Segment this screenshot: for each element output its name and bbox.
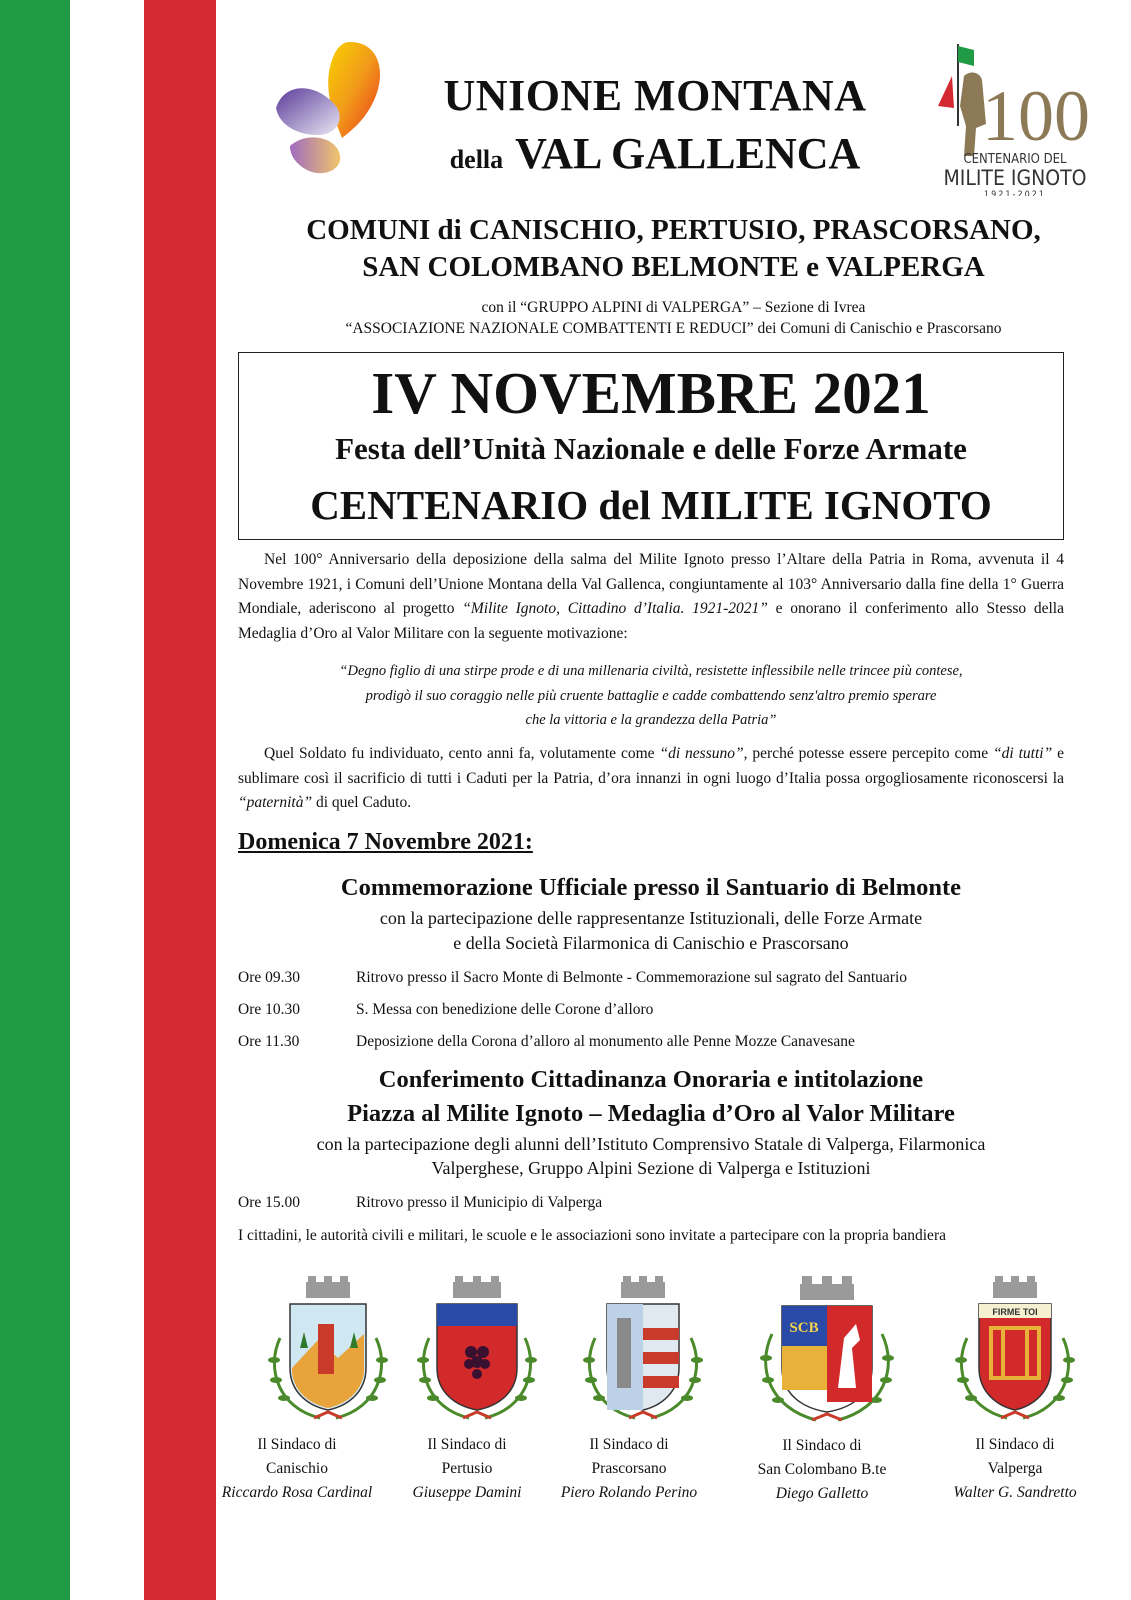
soldier-flag-icon (938, 44, 986, 156)
signature-san-colombano (737, 1434, 907, 1506)
intro-text-a: Nel 100° Anniversario della deposizione della salma del Milite Ignoto presso l’Altare della Patria in Roma, avvenuta il 4 Novembre 1921, i Comuni dell’Unione Montana della Val Gallenca, congiuntamente al 103° Anniversario dalla fine della 1° Guerra Mondiale, aderiscono al progetto (238, 551, 1064, 617)
schedule-time: Ore 10.30 (238, 1001, 300, 1018)
flag-stripe-red (144, 0, 216, 1600)
signature-pertusio (382, 1433, 552, 1505)
schedule-event: S. Messa con benedizione delle Corone d’alloro (356, 1001, 654, 1018)
petal-logo-icon (272, 38, 392, 178)
soldier-italic-2: “di tutti” (993, 745, 1053, 762)
centenario-title: CENTENARIO del MILITE IGNOTO (310, 482, 992, 528)
signature-role: Il Sindaco di (782, 1437, 862, 1454)
soldier-text-3: e sublimare così il sacrificio di tutti i Caduti per la Patria, d’ora innanzi in ogni luogo d’Italia possa orgogliosamente riconoscersi la (238, 745, 1064, 787)
signature-name: Giuseppe Damini (412, 1484, 522, 1501)
intro-paragraph (238, 548, 1064, 646)
comuni-sub1: con il “GRUPPO ALPINI di VALPERGA” – Sezione di Ivrea (481, 299, 866, 316)
valperga-coat-of-arms-icon (945, 1268, 1085, 1428)
union-subtitle (420, 128, 890, 179)
signature-prascorsano (544, 1433, 714, 1505)
schedule-row (238, 969, 1064, 987)
san-colombano-coat-of-arms-icon (752, 1268, 902, 1428)
conferment-sub1: con la partecipazione degli alunni dell’Istituto Comprensivo Statale di Valperga, Filarmonica (316, 1134, 986, 1154)
san-colombano-crest-text: SCB (789, 1320, 819, 1336)
pertusio-coat-of-arms-icon (407, 1268, 547, 1428)
quote-line1: “Degno figlio di una stirpe prode e di una millenaria civiltà, resistette inflessibile nelle trincee più contese, (339, 663, 963, 679)
flag-stripe-white (70, 0, 144, 1600)
commemoration-title: Commemorazione Ufficiale presso il Santuario di Belmonte (340, 874, 962, 901)
soldier-text-2: , perché potesse essere percepito come (743, 745, 993, 762)
comuni-line2: SAN COLOMBANO BELMONTE e VALPERGA (362, 251, 985, 283)
comuni-sub2: “ASSOCIAZIONE NAZIONALE COMBATTENTI E REDUCI” dei Comuni di Canischio e Prascorsano (345, 320, 1002, 337)
schedule-event: Ritrovo presso il Sacro Monte di Belmonte - Commemorazione sul sagrato del Santuario (356, 969, 908, 986)
event-date-heading: Domenica 7 Novembre 2021: (238, 829, 533, 855)
soldier-text-1: Quel Soldato fu individuato, cento anni fa, volutamente come (264, 745, 660, 762)
centenario-logo (930, 36, 1100, 196)
soldier-italic-1: “di nessuno” (659, 745, 744, 762)
centenario-years: 1921-2021 (983, 190, 1047, 196)
signature-town: San Colombano B.te (757, 1461, 887, 1478)
signature-town: Canischio (266, 1460, 328, 1477)
valperga-crest-text: FIRME TOI (992, 1307, 1038, 1317)
comuni-line1: COMUNI di CANISCHIO, PERTUSIO, PRASCORSANO, (306, 214, 1041, 246)
schedule-event: Ritrovo presso il Municipio di Valperga (356, 1194, 603, 1211)
intro-project-title: “Milite Ignoto, Cittadino d’Italia. 1921-2021” (462, 600, 768, 617)
signature-town: Pertusio (441, 1460, 493, 1477)
schedule-time: Ore 15.00 (238, 1194, 300, 1211)
conferment-sub2: Valperghese, Gruppo Alpini Sezione di Valperga e Istituzioni (431, 1158, 871, 1178)
quote-line3: che la vittoria e la grandezza della Patria” (525, 712, 777, 728)
conferment-title1: Conferimento Cittadinanza Onoraria e intitolazione (378, 1066, 924, 1093)
signature-role: Il Sindaco di (975, 1436, 1055, 1453)
soldier-text-4: di quel Caduto. (312, 794, 412, 811)
union-subtitle-prefix: della (449, 145, 504, 174)
motivation-quote (238, 659, 1064, 733)
schedule-row (238, 1001, 1064, 1019)
intro-text-b: e onorano il conferimento allo Stesso della Medaglia d’Oro al Valor Militare con la seguente motivazione: (238, 600, 1064, 642)
schedule-event: Deposizione della Corona d’alloro al monumento alle Penne Mozze Canavesane (356, 1033, 855, 1050)
signature-role: Il Sindaco di (589, 1436, 669, 1453)
signature-town: Valperga (987, 1460, 1043, 1477)
signature-name: Diego Galletto (775, 1485, 869, 1502)
union-subtitle-name: VAL GALLENCA (515, 129, 861, 178)
centenario-line1: CENTENARIO DEL (963, 152, 1067, 167)
prascorsano-coat-of-arms-icon (573, 1268, 713, 1428)
main-title: IV NOVEMBRE 2021 (371, 360, 931, 426)
union-title: UNIONE MONTANA (443, 71, 867, 120)
signature-name: Piero Rolando Perino (560, 1484, 698, 1501)
schedule-row (238, 1194, 1064, 1212)
soldier-paragraph (238, 742, 1064, 816)
flag-stripe-green (0, 0, 70, 1600)
signature-valperga (930, 1433, 1100, 1505)
soldier-italic-3: “paternità” (238, 794, 313, 811)
signature-name: Riccardo Rosa Cardinal (221, 1484, 373, 1501)
centenario-number: 100 (982, 76, 1090, 156)
signature-canischio (212, 1433, 382, 1505)
commemoration-sub1: con la partecipazione delle rappresentanze Istituzionali, delle Forze Armate (379, 908, 923, 928)
signature-name: Walter G. Sandretto (953, 1484, 1077, 1501)
conferment-title2: Piazza al Milite Ignoto – Medaglia d’Oro al Valor Militare (347, 1100, 955, 1127)
signature-town: Prascorsano (591, 1460, 667, 1477)
schedule-row (238, 1033, 1064, 1051)
centenario-line2: MILITE IGNOTO (943, 166, 1087, 190)
canischio-coat-of-arms-icon (258, 1268, 398, 1428)
title-box (238, 352, 1064, 540)
schedule-time: Ore 11.30 (238, 1033, 300, 1050)
festa-subtitle: Festa dell’Unità Nazionale e delle Forze Armate (335, 431, 967, 466)
quote-line2: prodigò il suo coraggio nelle più cruente battaglie e cadde combattendo senz'altro premio sperare (365, 687, 937, 704)
schedule-time: Ore 09.30 (238, 969, 300, 986)
signature-role: Il Sindaco di (427, 1436, 507, 1453)
signature-role: Il Sindaco di (257, 1436, 337, 1453)
invitation-note: I cittadini, le autorità civili e militari, le scuole e le associazioni sono invitate a partecipare con la propria bandiera (238, 1227, 946, 1244)
commemoration-sub2: e della Società Filarmonica di Canischio e Prascorsano (453, 933, 849, 953)
